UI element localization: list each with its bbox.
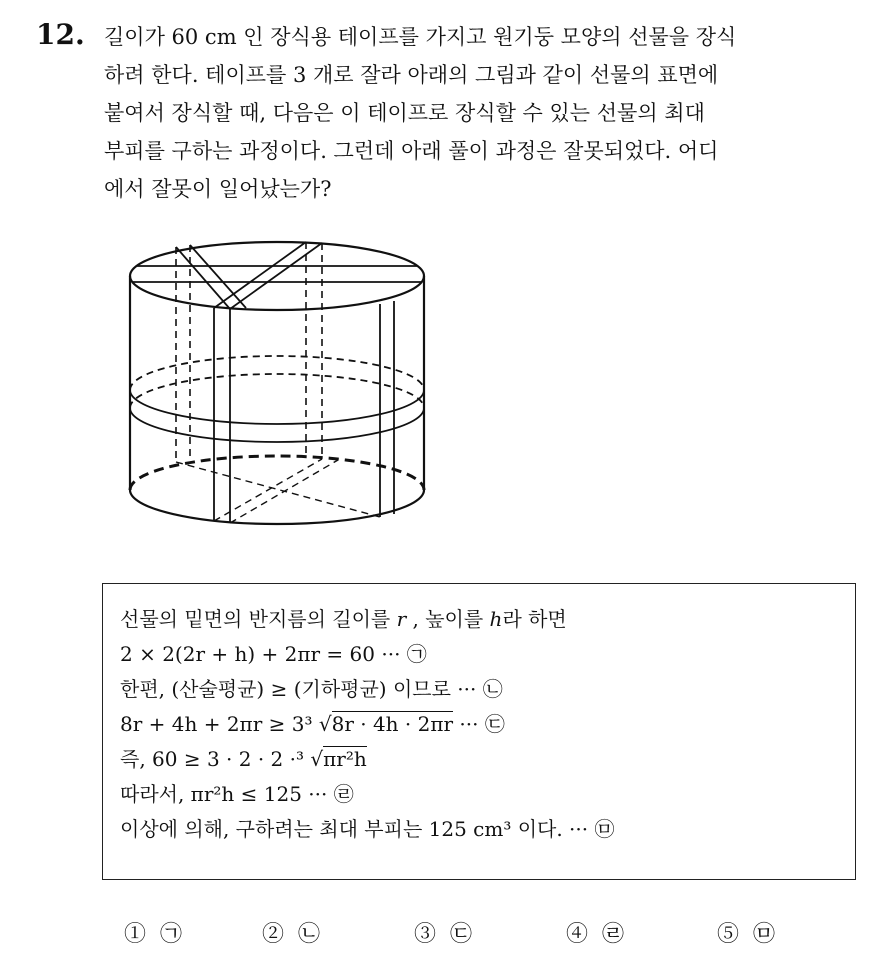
top-tape-a1 [176, 247, 230, 309]
solution-line-5-text-a: 즉, 60 ≥ 3 · 2 · 2 ·³ √ [120, 747, 324, 771]
choice-2-label: ㉡ [298, 922, 321, 947]
question-line-1: 길이가 60 cm 인 장식용 테이프를 가지고 원기둥 모양의 선물을 장식 [104, 25, 737, 49]
answer-choices [0, 917, 884, 957]
choice-2[interactable] [262, 917, 320, 948]
question-text [104, 18, 864, 208]
radicand-4: 8r · 4h · 2πr [331, 712, 454, 736]
choice-1-label: ㉠ [160, 922, 183, 947]
choice-1[interactable] [124, 917, 182, 948]
choice-5-number: ⑤ [717, 922, 740, 947]
var-r: r [396, 607, 407, 631]
choice-4-number: ④ [566, 922, 589, 947]
choice-4-label: ㉣ [602, 922, 625, 947]
bottom-tape-c [176, 462, 380, 517]
top-tape-a2 [190, 245, 246, 308]
choice-2-number: ② [262, 922, 285, 947]
solution-line-4-text-b: ··· ㉢ [453, 712, 505, 736]
solution-line-1 [120, 602, 855, 637]
question-number: 12. [36, 18, 85, 51]
question-line-5: 에서 잘못이 일어났는가? [104, 177, 332, 201]
solution-line-3: 한편, (산술평균) ≥ (기하평균) 이므로 ··· ㉡ [120, 677, 503, 701]
solution-line-1-text-b: , 높이를 [406, 607, 490, 631]
top-tape-b2 [230, 243, 322, 309]
radicand-5: πr²h [323, 747, 367, 771]
choice-4[interactable] [566, 917, 624, 948]
solution-line-4 [120, 707, 855, 742]
choice-5[interactable] [717, 917, 775, 948]
choice-1-number: ① [124, 922, 147, 947]
solution-line-1-text-c: 라 하면 [502, 607, 567, 631]
var-h: h [489, 607, 503, 631]
solution-line-1-text-a: 선물의 밑면의 반지름의 길이를 [120, 607, 397, 631]
cylinder-figure [118, 222, 438, 552]
question-line-4: 부피를 구하는 과정이다. 그런데 아래 풀이 과정은 잘못되었다. 어디 [104, 139, 719, 163]
question-line-2: 하려 한다. 테이프를 3 개로 잘라 아래의 그림과 같이 선물의 표면에 [104, 63, 719, 87]
solution-line-2: 2 × 2(2r + h) + 2πr = 60 ··· ㉠ [120, 642, 427, 666]
solution-line-6: 따라서, πr²h ≤ 125 ··· ㉣ [120, 782, 354, 806]
choice-3[interactable] [414, 917, 472, 948]
solution-line-7: 이상에 의해, 구하려는 최대 부피는 125 cm³ 이다. ··· ㉤ [120, 817, 615, 841]
choice-5-label: ㉤ [753, 922, 776, 947]
solution-line-4-text-a: 8r + 4h + 2πr ≥ 3³ √ [120, 712, 332, 736]
solution-line-5 [120, 742, 855, 777]
choice-3-number: ③ [414, 922, 437, 947]
question-line-3: 붙여서 장식할 때, 다음은 이 테이프로 장식할 수 있는 선물의 최대 [104, 101, 705, 125]
top-tape-b1 [214, 242, 306, 308]
solution-box [102, 583, 856, 880]
choice-3-label: ㉢ [450, 922, 473, 947]
